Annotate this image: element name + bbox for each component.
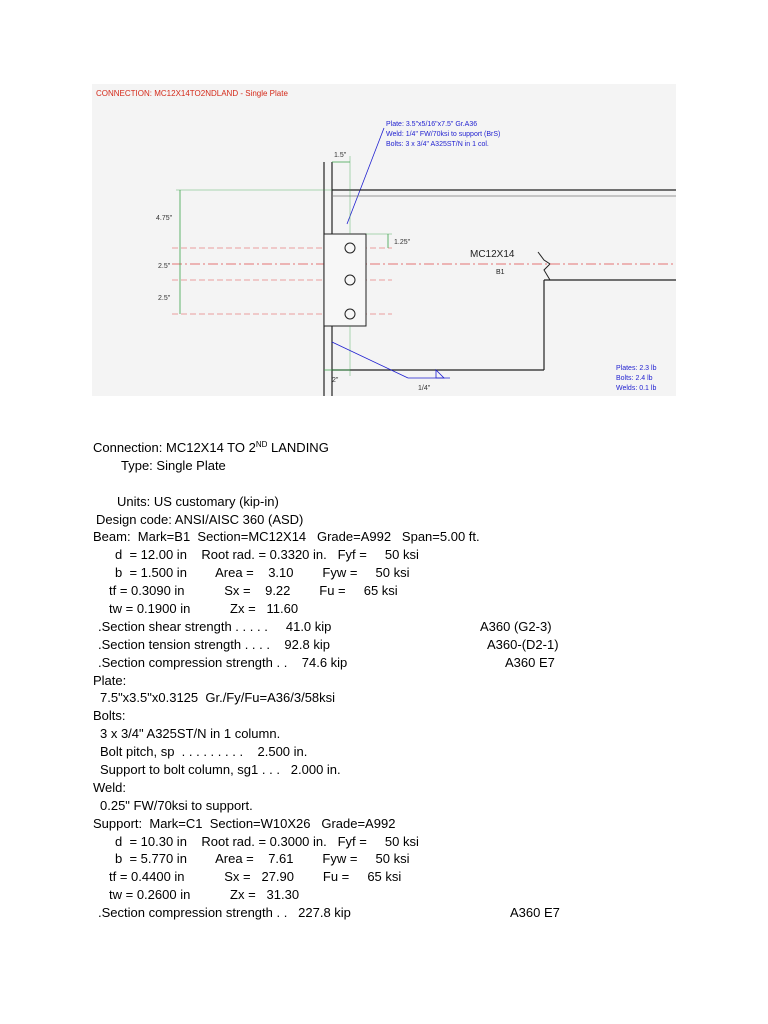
support-prop-d: d = 10.30 in Root rad. = 0.3000 in. Fyf = 50 ksi <box>115 833 419 849</box>
beam-prop-b: b = 1.500 in Area = 3.10 Fyw = 50 ksi <box>115 565 410 581</box>
weld-header: Weld: <box>93 779 126 795</box>
break-symbol <box>538 252 550 280</box>
plate-line: 7.5"x3.5"x0.3125 Gr./Fy/Fu=A36/3/58ksi <box>100 690 336 706</box>
beam-header: Beam: Mark=B1 Section=MC12X14 Grade=A992 Span=5.00 ft. <box>93 529 480 545</box>
dim-bottom-width: 2" <box>332 377 339 384</box>
beam-check-shear: .Section shear strength . . . . . 41.0 kip A360 (G2-3) <box>98 618 552 634</box>
fillet-weld-icon <box>436 370 444 378</box>
connection-drawing <box>92 84 676 396</box>
drawing-note-bolts: Bolts: 3 x 3/4" A325ST/N in 1 col. <box>386 141 489 148</box>
spacer <box>93 475 713 493</box>
connection-diagram <box>92 84 676 396</box>
heading-superscript: ND <box>255 440 268 449</box>
beam-check-tension: .Section tension strength . . . . 92.8 kip A360-(D2-1) <box>98 636 559 652</box>
beam-check-compression: .Section compression strength . . 74.6 kip A360 E7 <box>98 654 555 670</box>
report-heading: Connection: MC12X14 TO 2ND LANDING <box>93 440 329 455</box>
weld-leader <box>332 342 408 378</box>
design-code-line: Design code: ANSI/AISC 360 (ASD) <box>96 511 304 527</box>
support-header: Support: Mark=C1 Section=W10X26 Grade=A992 <box>93 815 396 831</box>
plate-header: Plate: <box>93 672 127 688</box>
beam-prop-tw: tw = 0.1900 in Zx = 11.60 <box>109 601 299 617</box>
support-check-compression-ref: A360 E7 <box>510 905 560 921</box>
note-leader <box>347 128 384 224</box>
beam-check-tension-ref: A360-(D2-1) <box>487 636 559 652</box>
bolts-line-count: 3 x 3/4" A325ST/N in 1 column. <box>100 726 281 742</box>
support-prop-tw: tw = 0.2600 in Zx = 31.30 <box>109 887 300 903</box>
support-prop-b: b = 5.770 in Area = 7.61 Fyw = 50 ksi <box>115 851 410 867</box>
beam-check-compression-ref: A360 E7 <box>505 654 555 670</box>
support-check-compression: .Section compression strength . . 227.8 kip A360 E7 <box>98 905 560 921</box>
beam-check-shear-ref: A360 (G2-3) <box>480 618 552 634</box>
dim-pitch-2: 2.5" <box>158 295 171 302</box>
drawing-title: CONNECTION: MC12X14TO2NDLAND - Single Plate <box>96 89 288 98</box>
drawing-note-weld: Weld: 1/4" FW/70ksi to support (BrS) <box>386 131 501 138</box>
dim-top-width: 1.5" <box>334 152 347 159</box>
weight-bolts: Bolts: 2.4 lb <box>616 375 653 382</box>
bolts-header: Bolts: <box>93 708 126 724</box>
dim-top-offset: 4.75" <box>156 215 173 222</box>
dim-edge: 1.25" <box>394 239 411 246</box>
support-prop-tf: tf = 0.4400 in Sx = 27.90 Fu = 65 ksi <box>109 869 402 885</box>
beam-mark-label: B1 <box>496 269 505 276</box>
beam-prop-tf: tf = 0.3090 in Sx = 9.22 Fu = 65 ksi <box>109 583 398 599</box>
beam-section-label: MC12X14 <box>470 249 515 260</box>
beam-prop-d: d = 12.00 in Root rad. = 0.3320 in. Fyf = 50 ksi <box>115 547 419 563</box>
bolts-line-gauge: Support to bolt column, sg1 . . . 2.000 in. <box>100 762 341 778</box>
weight-plates: Plates: 2.3 lb <box>616 365 657 372</box>
connection-type: Type: Single Plate <box>121 457 226 473</box>
connection-report <box>93 439 713 922</box>
weld-size-label: 1/4" <box>418 385 431 392</box>
weight-welds: Welds: 0.1 lb <box>616 385 657 392</box>
drawing-note-plate: Plate: 3.5"x5/16"x7.5" Gr.A36 <box>386 121 478 128</box>
bolts-line-pitch: Bolt pitch, sp . . . . . . . . . 2.500 in. <box>100 744 308 760</box>
dim-pitch-1: 2.5" <box>158 263 171 270</box>
weld-line: 0.25" FW/70ksi to support. <box>100 797 253 813</box>
units-line: Units: US customary (kip-in) <box>117 493 279 509</box>
